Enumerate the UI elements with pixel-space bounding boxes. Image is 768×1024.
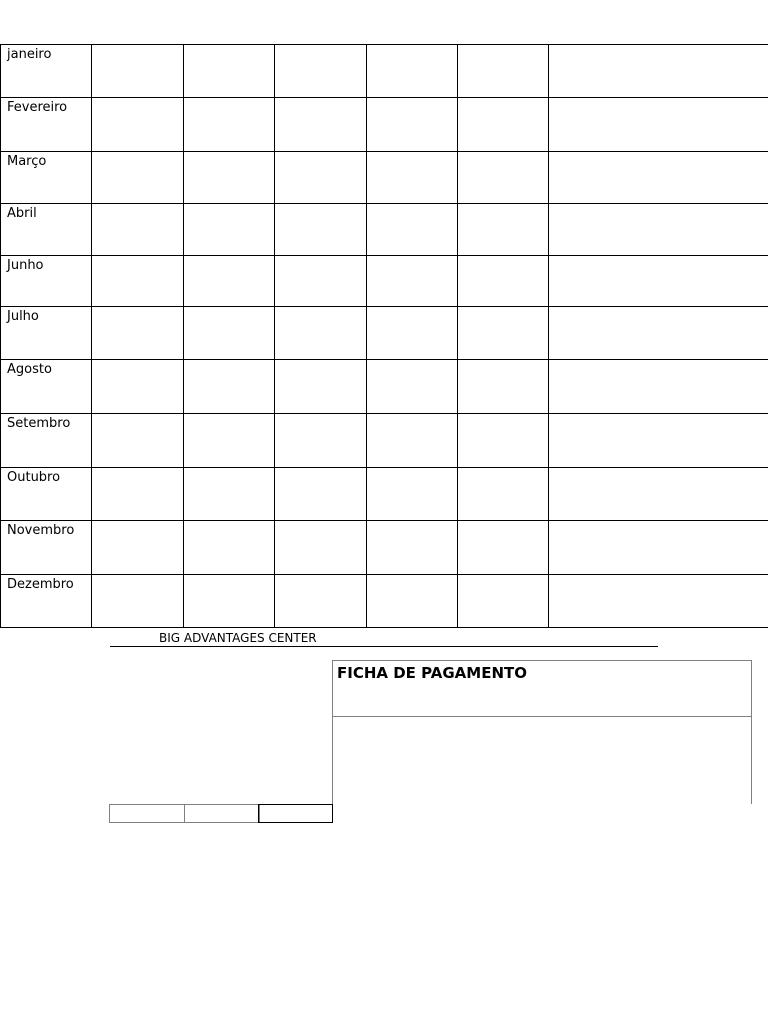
- table-row: [1, 204, 768, 256]
- payment-cell[interactable]: [549, 204, 768, 256]
- payment-cell[interactable]: [549, 98, 768, 152]
- payment-cell[interactable]: [92, 521, 184, 575]
- payment-cell[interactable]: [184, 307, 275, 360]
- payment-cell[interactable]: [275, 256, 367, 307]
- table-row: [1, 468, 768, 521]
- payment-cell[interactable]: [367, 521, 458, 575]
- month-label: Junho: [1, 256, 92, 307]
- payment-slip-title: FICHA DE PAGAMENTO: [337, 664, 527, 682]
- payment-cell[interactable]: [367, 256, 458, 307]
- payment-cell[interactable]: [184, 468, 275, 521]
- company-name: BIG ADVANTAGES CENTER: [159, 631, 317, 645]
- payment-cell[interactable]: [92, 307, 184, 360]
- table-row: [1, 414, 768, 468]
- monthly-payment-table: [0, 44, 768, 628]
- table-row: [1, 307, 768, 360]
- payment-cell[interactable]: [458, 468, 549, 521]
- table-row: [1, 98, 768, 152]
- table-row: [1, 521, 768, 575]
- payment-cell[interactable]: [367, 98, 458, 152]
- payment-cell[interactable]: [549, 152, 768, 204]
- payment-cell[interactable]: [549, 256, 768, 307]
- payment-cell[interactable]: [367, 204, 458, 256]
- company-underline: [110, 646, 658, 647]
- payment-cell[interactable]: [92, 256, 184, 307]
- payment-cell[interactable]: [184, 256, 275, 307]
- payment-cell[interactable]: [184, 575, 275, 628]
- table-row: [1, 256, 768, 307]
- payment-cell[interactable]: [275, 307, 367, 360]
- payment-cell[interactable]: [92, 468, 184, 521]
- payment-cell[interactable]: [275, 98, 367, 152]
- payment-cell[interactable]: [92, 152, 184, 204]
- payment-cell[interactable]: [549, 414, 768, 468]
- payment-cell[interactable]: [458, 521, 549, 575]
- payment-cell[interactable]: [549, 575, 768, 628]
- month-label: Março: [1, 152, 92, 204]
- payment-cell[interactable]: [549, 521, 768, 575]
- payment-slip-divider: [333, 716, 751, 717]
- payment-cell[interactable]: [458, 152, 549, 204]
- month-label: Fevereiro: [1, 98, 92, 152]
- payment-cell[interactable]: [92, 414, 184, 468]
- payment-cell[interactable]: [458, 204, 549, 256]
- payment-cell[interactable]: [367, 307, 458, 360]
- payment-cell[interactable]: [458, 307, 549, 360]
- payment-cell[interactable]: [275, 204, 367, 256]
- payment-cell[interactable]: [275, 575, 367, 628]
- payment-cell[interactable]: [92, 45, 184, 98]
- payment-cell[interactable]: [458, 256, 549, 307]
- payment-cell[interactable]: [367, 468, 458, 521]
- month-label: Setembro: [1, 414, 92, 468]
- months-table-body: [1, 45, 768, 628]
- payment-cell[interactable]: [275, 360, 367, 414]
- payment-cell[interactable]: [549, 307, 768, 360]
- payment-cell[interactable]: [184, 45, 275, 98]
- payment-cell[interactable]: [367, 45, 458, 98]
- small-field-box: [184, 804, 260, 823]
- table-row: [1, 152, 768, 204]
- payment-cell[interactable]: [367, 152, 458, 204]
- month-label: Agosto: [1, 360, 92, 414]
- payment-cell[interactable]: [92, 575, 184, 628]
- payment-cell[interactable]: [184, 360, 275, 414]
- payment-cell[interactable]: [92, 98, 184, 152]
- payment-cell[interactable]: [367, 414, 458, 468]
- small-field-box: [109, 804, 185, 823]
- payment-cell[interactable]: [549, 360, 768, 414]
- payment-slip-box: [332, 660, 752, 804]
- payment-cell[interactable]: [275, 45, 367, 98]
- payment-cell[interactable]: [458, 414, 549, 468]
- payment-cell[interactable]: [184, 521, 275, 575]
- month-label: Dezembro: [1, 575, 92, 628]
- payment-cell[interactable]: [367, 360, 458, 414]
- payment-cell[interactable]: [275, 152, 367, 204]
- payment-cell[interactable]: [549, 468, 768, 521]
- payment-cell[interactable]: [458, 360, 549, 414]
- payment-cell[interactable]: [184, 414, 275, 468]
- payment-cell[interactable]: [275, 521, 367, 575]
- payment-cell[interactable]: [184, 204, 275, 256]
- payment-cell[interactable]: [275, 468, 367, 521]
- payment-cell[interactable]: [184, 152, 275, 204]
- payment-cell[interactable]: [367, 575, 458, 628]
- month-label: Julho: [1, 307, 92, 360]
- small-field-box: [258, 804, 333, 823]
- month-label: Novembro: [1, 521, 92, 575]
- table-row: [1, 575, 768, 628]
- month-label: janeiro: [1, 45, 92, 98]
- table-row: [1, 45, 768, 98]
- payment-cell[interactable]: [275, 414, 367, 468]
- table-row: [1, 360, 768, 414]
- payment-cell[interactable]: [458, 45, 549, 98]
- payment-cell[interactable]: [92, 360, 184, 414]
- month-label: Outubro: [1, 468, 92, 521]
- payment-cell[interactable]: [458, 575, 549, 628]
- payment-cell[interactable]: [458, 98, 549, 152]
- payment-cell[interactable]: [92, 204, 184, 256]
- month-label: Abril: [1, 204, 92, 256]
- payment-cell[interactable]: [549, 45, 768, 98]
- payment-cell[interactable]: [184, 98, 275, 152]
